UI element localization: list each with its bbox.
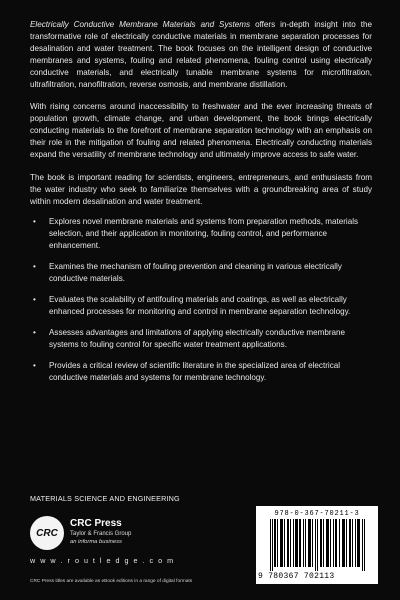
list-item: [30, 216, 372, 252]
isbn-barcode: [256, 506, 378, 584]
back-cover-text: [30, 19, 372, 393]
publisher-business: an informa business: [70, 539, 122, 545]
crc-logo-icon: CRC: [30, 516, 64, 550]
list-item-text: Evaluates the scalability of antifouling materials and coatings, as well as electrically enhanced processes for monitoring and control in membrane separation technology.: [49, 294, 351, 316]
book-title-inline: Electrically Conductive Membrane Materials and Systems: [30, 20, 251, 29]
publisher-name: CRC Press: [70, 518, 122, 529]
list-item-text: Provides a critical review of scientific literature in the specialized area of electrical conductive materials and systems for membrane technology.: [49, 361, 341, 383]
list-item: [30, 294, 372, 318]
bullet-icon: •: [33, 216, 36, 226]
bullet-icon: •: [33, 327, 36, 337]
barcode-digits: 9 780367 702113: [258, 572, 335, 581]
list-item-text: Assesses advantages and limitations of applying electrically conductive membrane systems to fouling control for specific water treatment applications.: [49, 327, 346, 350]
publisher-group: Taylor & Francis Group: [70, 531, 132, 537]
list-item: [30, 261, 372, 285]
publisher-url[interactable]: w w w . r o u t l e d g e . c o m: [30, 556, 175, 565]
feature-list: [30, 216, 372, 385]
isbn-text: 978-0-367-70211-3: [274, 510, 360, 518]
description-paragraph-1: [30, 19, 372, 91]
ebook-note: CRC Press titles are available as eBook editions in a range of digital formats: [30, 579, 193, 584]
bullet-icon: •: [33, 261, 36, 271]
paragraph-1-text: offers in-depth insight into the transformative role of electrically conductive materials in membrane separation processes for desalination and water treatment. The book focuses on the intelligent design of conductive membranes and systems, fouling and related phenomena, fouling control using electrically conductive materials, and electrically tunable membrane systems for microfiltration, ultrafiltration, nanofiltration, reverse osmosis, and membrane distillation.: [30, 20, 372, 90]
list-item: [30, 360, 372, 384]
list-item-text: Examines the mechanism of fouling prevention and cleaning in various electrically conductive materials.: [49, 261, 342, 283]
description-paragraph-3: The book is important reading for scientists, engineers, entrepreneurs, and enthusiasts from the water industry who seek to familiarize themselves with a groundbreaking area of study within modern desalination and water treatment.: [30, 172, 372, 206]
barcode-icon: [270, 519, 366, 571]
description-paragraph-2: With rising concerns around inaccessibility to freshwater and the ever increasing threats of population growth, climate change, and urban development, the book brings electrically conducting materials to the forefront of membrane separation technology with an emphasis on their role in the mitigation of fouling and related phenomena. Electrically conducting materials expand the versatility of membrane technology and ultimately improve access to safe water.: [30, 102, 372, 160]
bullet-icon: •: [33, 294, 36, 304]
bullet-icon: •: [33, 361, 36, 371]
subject-category: MATERIALS SCIENCE AND ENGINEERING: [30, 494, 180, 503]
list-item: [30, 327, 372, 351]
list-item-text: Explores novel membrane materials and systems from preparation methods, materials selection, and their application in monitoring, fouling control, and performance enhancement.: [49, 216, 359, 250]
